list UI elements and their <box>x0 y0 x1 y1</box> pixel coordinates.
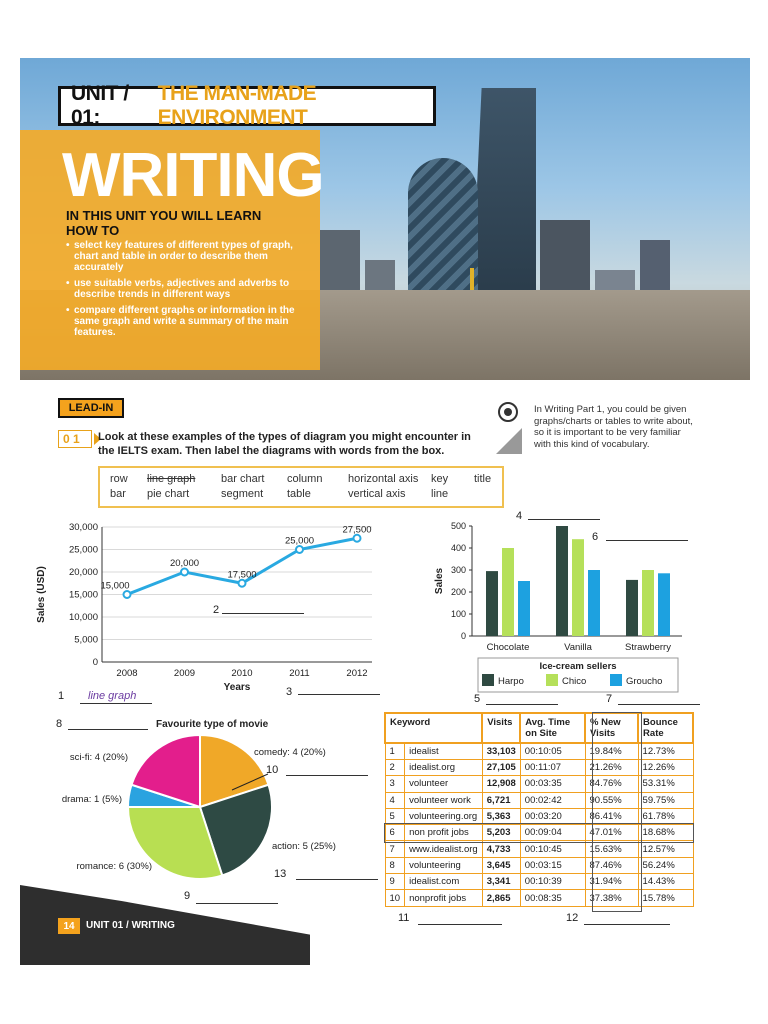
slice-label: romance: 6 (30%) <box>76 861 152 872</box>
label-number-5: 5 <box>474 693 481 705</box>
y-tick-label: 300 <box>450 565 466 575</box>
lead-in-label: LEAD-IN <box>58 398 124 418</box>
x-tick-label: 2008 <box>116 668 138 679</box>
table-cell: 84.76% <box>585 776 638 792</box>
word: horizontal axis <box>348 473 419 485</box>
table-row <box>385 743 693 760</box>
table-cell: 1 <box>385 743 405 760</box>
table-cell: 4,733 <box>482 841 520 857</box>
data-label: 20,000 <box>169 558 200 569</box>
data-point <box>181 569 188 576</box>
table-cell: www.idealist.org <box>405 841 483 857</box>
slice-label: comedy: 4 (20%) <box>254 747 326 758</box>
word: table <box>287 488 311 500</box>
objective-item: • use suitable verbs, adjectives and adverbs to describe trends in different ways <box>66 278 316 300</box>
bar <box>556 526 568 636</box>
table-cell: 00:03:15 <box>520 857 585 873</box>
y-tick-label: 25,000 <box>68 544 98 556</box>
table-cell: 59.75% <box>638 792 693 808</box>
table-cell: 00:11:07 <box>520 760 585 776</box>
table-cell: 56.24% <box>638 857 693 873</box>
table-cell: 31.94% <box>585 874 638 890</box>
table-cell: 37.38% <box>585 890 638 906</box>
table-cell: 6 <box>385 825 405 841</box>
table-cell: idealist.com <box>405 874 483 890</box>
data-point <box>239 580 246 587</box>
word: pie chart <box>147 488 190 500</box>
table-cell: 12.26% <box>638 760 693 776</box>
word: segment <box>221 488 264 500</box>
section-title: WRITING <box>62 141 324 210</box>
slice-label: drama: 1 (5%) <box>61 794 122 805</box>
table-cell: 15.78% <box>638 890 693 906</box>
row-highlight <box>384 823 694 843</box>
tip-triangle-decoration <box>496 428 522 454</box>
bar <box>626 580 638 636</box>
running-title: UNIT 01 / WRITING <box>86 920 175 931</box>
x-tick-label: 2010 <box>231 668 253 679</box>
table-cell: 18.68% <box>638 825 693 841</box>
pie-chart-title: Favourite type of movie <box>156 719 269 730</box>
table-cell: volunteering.org <box>405 808 483 824</box>
data-point <box>124 591 131 598</box>
table-row <box>385 792 693 808</box>
bar <box>572 539 584 636</box>
label-number-10: 10 <box>266 764 279 776</box>
table-row <box>385 874 693 890</box>
y-tick-label: 400 <box>450 543 466 553</box>
table-cell: 61.78% <box>638 808 693 824</box>
word: bar <box>110 488 126 500</box>
y-axis-label: Sales (USD) <box>36 566 47 623</box>
x-tick-label: 2011 <box>289 668 310 679</box>
x-tick-label: 2012 <box>346 668 368 679</box>
table-row <box>385 841 693 857</box>
slice-label: action: 5 (25%) <box>272 841 336 852</box>
table-row <box>385 890 693 906</box>
table-row <box>385 776 693 792</box>
table-cell: 6,721 <box>482 792 520 808</box>
legend-label: Groucho <box>626 676 663 687</box>
table-cell: 14.43% <box>638 874 693 890</box>
bar <box>588 570 600 636</box>
word: vertical axis <box>348 488 406 500</box>
learn-heading: IN THIS UNIT YOU WILL LEARN HOW TO <box>66 208 262 238</box>
y-tick-label: 100 <box>450 609 466 619</box>
bar <box>642 570 654 636</box>
unit-title: THE MAN-MADE ENVIRONMENT <box>157 82 317 129</box>
data-point <box>354 535 361 542</box>
word: bar chart <box>221 473 265 485</box>
table-cell: 5,203 <box>482 825 520 841</box>
table-cell: 47.01% <box>585 825 638 841</box>
exercise-instructions: Look at these examples of the types of diagram you might encounter in the IELTS exam. Then label the diagrams with words from the box. <box>98 431 471 457</box>
word: row <box>110 473 128 485</box>
pie-chart <box>40 712 380 912</box>
table-cell: non profit jobs <box>405 825 483 841</box>
table-cell: 00:03:35 <box>520 776 585 792</box>
table-cell: 3 <box>385 776 405 792</box>
label-number-7: 7 <box>606 693 613 705</box>
unit-title-box <box>58 82 436 129</box>
y-tick-label: 0 <box>460 631 466 641</box>
table-cell: 12,908 <box>482 776 520 792</box>
word: key <box>431 473 449 485</box>
data-label: 15,000 <box>100 580 130 592</box>
legend-swatch <box>482 674 494 686</box>
label-number-12: 12 <box>566 912 579 924</box>
learning-objectives-list <box>66 240 316 343</box>
table-cell: 12.57% <box>638 841 693 857</box>
label-number-13: 13 <box>274 868 287 880</box>
legend-title: Ice-cream sellers <box>539 661 617 672</box>
word: line <box>431 488 449 500</box>
y-tick-label: 0 <box>92 657 98 668</box>
table-cell: 2 <box>385 760 405 776</box>
legend-label: Harpo <box>498 676 524 687</box>
page-number: 14 <box>58 918 80 934</box>
table-cell: 27,105 <box>482 760 520 776</box>
table-cell: 3,645 <box>482 857 520 873</box>
column-header: Avg. Time on Site <box>520 713 585 743</box>
bar <box>518 581 530 636</box>
legend-swatch <box>610 674 622 686</box>
column-highlight <box>592 712 642 912</box>
table-cell: 00:02:42 <box>520 792 585 808</box>
line-graph <box>30 515 390 705</box>
category-label: Vanilla <box>564 642 592 653</box>
y-tick-label: 15,000 <box>68 589 98 601</box>
table-cell: volunteer work <box>405 792 483 808</box>
y-tick-label: 20,000 <box>68 567 98 578</box>
table-cell: 33,103 <box>482 743 520 760</box>
keyword-table <box>384 712 694 907</box>
table-cell: 00:10:39 <box>520 874 585 890</box>
table-cell: 5 <box>385 808 405 824</box>
table-cell: 00:03:20 <box>520 808 585 824</box>
label-number-1: 1 <box>58 690 65 702</box>
word: column <box>287 473 323 485</box>
label-number-6: 6 <box>592 531 599 543</box>
target-icon <box>498 402 518 422</box>
y-tick-label: 5,000 <box>74 634 98 646</box>
data-label: 17,500 <box>227 569 257 581</box>
table-cell: 00:10:05 <box>520 743 585 760</box>
tip-text: In Writing Part 1, you could be given graphs/charts or tables to write about, so it is important to be very familiar with this kind of vocabulary. <box>534 404 693 450</box>
slice-label: sci-fi: 4 (20%) <box>69 752 128 763</box>
label-number-4: 4 <box>516 510 523 522</box>
table-cell: 00:09:04 <box>520 825 585 841</box>
label-number-3: 3 <box>286 686 293 698</box>
table-row <box>385 857 693 873</box>
bar <box>486 571 498 636</box>
table-cell: 9 <box>385 874 405 890</box>
x-axis-label: Years <box>223 682 251 693</box>
objective-item: • select key features of different types of graph, chart and table in order to describe them accurately <box>66 240 316 273</box>
data-point <box>296 546 303 553</box>
label-number-11: 11 <box>398 912 410 924</box>
word-used: line graph <box>147 473 196 485</box>
column-header: Bounce Rate <box>638 713 693 743</box>
table-row <box>385 760 693 776</box>
column-header: Visits <box>482 713 520 743</box>
table-cell: 10 <box>385 890 405 906</box>
table-cell: 4 <box>385 792 405 808</box>
legend-label: Chico <box>562 676 587 687</box>
table-cell: idealist.org <box>405 760 483 776</box>
word: title <box>474 473 492 485</box>
table-cell: 87.46% <box>585 857 638 873</box>
bar <box>502 548 514 636</box>
table-cell: 21.26% <box>585 760 638 776</box>
x-tick-label: 2009 <box>173 668 196 679</box>
y-tick-label: 30,000 <box>68 522 98 533</box>
table-cell: 00:10:45 <box>520 841 585 857</box>
y-tick-label: 10,000 <box>68 612 98 623</box>
objective-item: • compare different graphs or information in the same graph and write a summary of the main features. <box>66 305 316 338</box>
y-axis-label: Sales <box>434 567 445 595</box>
category-label: Strawberry <box>625 642 671 653</box>
column-header: Keyword <box>385 713 482 743</box>
y-tick-label: 500 <box>450 521 466 531</box>
table-cell: 5,363 <box>482 808 520 824</box>
unit-label: UNIT / 01: <box>71 82 129 129</box>
table-cell: 19.84% <box>585 743 638 760</box>
column-header: % New Visits <box>585 713 638 743</box>
exercise-number: 0 1 <box>58 430 92 448</box>
table-cell: 8 <box>385 857 405 873</box>
table-cell: 86.41% <box>585 808 638 824</box>
table-cell: 15.63% <box>585 841 638 857</box>
table-cell: 2,865 <box>482 890 520 906</box>
label-number-8: 8 <box>56 718 63 730</box>
table-cell: 90.55% <box>585 792 638 808</box>
label-number-2: 2 <box>213 604 220 616</box>
data-label: 27,500 <box>342 524 372 536</box>
legend-swatch <box>546 674 558 686</box>
answer-line-graph: line graph <box>88 690 137 702</box>
table-cell: nonprofit jobs <box>405 890 483 906</box>
bar <box>658 573 670 636</box>
data-label: 25,000 <box>284 535 315 547</box>
table-cell: idealist <box>405 743 483 760</box>
table-cell: volunteering <box>405 857 483 873</box>
word-box <box>98 466 504 508</box>
table-cell: volunteer <box>405 776 483 792</box>
category-label: Chocolate <box>486 642 530 653</box>
table-cell: 12.73% <box>638 743 693 760</box>
table-cell: 53.31% <box>638 776 693 792</box>
label-number-9: 9 <box>184 890 191 902</box>
table-cell: 00:08:35 <box>520 890 585 906</box>
table-cell: 7 <box>385 841 405 857</box>
table-cell: 3,341 <box>482 874 520 890</box>
y-tick-label: 200 <box>450 587 466 597</box>
